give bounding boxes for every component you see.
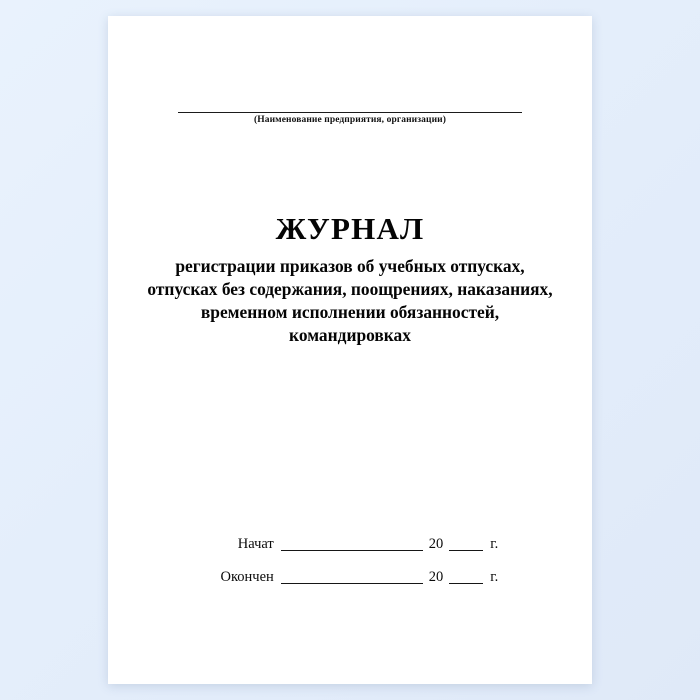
started-year-line <box>449 536 483 551</box>
started-year-suffix: г. <box>490 535 499 552</box>
started-row <box>108 536 592 551</box>
finished-date-line <box>281 569 423 584</box>
title-block <box>108 212 592 347</box>
date-fields-block <box>108 536 592 602</box>
document-title: ЖУРНАЛ <box>275 211 425 246</box>
finished-label: Окончен <box>220 568 274 585</box>
document-page <box>108 16 592 684</box>
started-label: Начат <box>237 535 274 552</box>
finished-year-suffix: г. <box>490 568 499 585</box>
document-subtitle: регистрации приказов об учебных отпусках, отпусках без содержания, поощрениях, наказаниях, временном исполнении обязанностей, командировках <box>147 256 553 345</box>
finished-year-line <box>449 569 483 584</box>
finished-row <box>108 569 592 584</box>
started-year-prefix: 20 <box>428 535 444 552</box>
started-date-line <box>281 536 423 551</box>
organization-name-line <box>178 94 522 113</box>
finished-year-prefix: 20 <box>428 568 444 585</box>
organization-name-caption: (Наименование предприятия, организации) <box>253 115 447 125</box>
organization-name-block <box>108 94 592 125</box>
